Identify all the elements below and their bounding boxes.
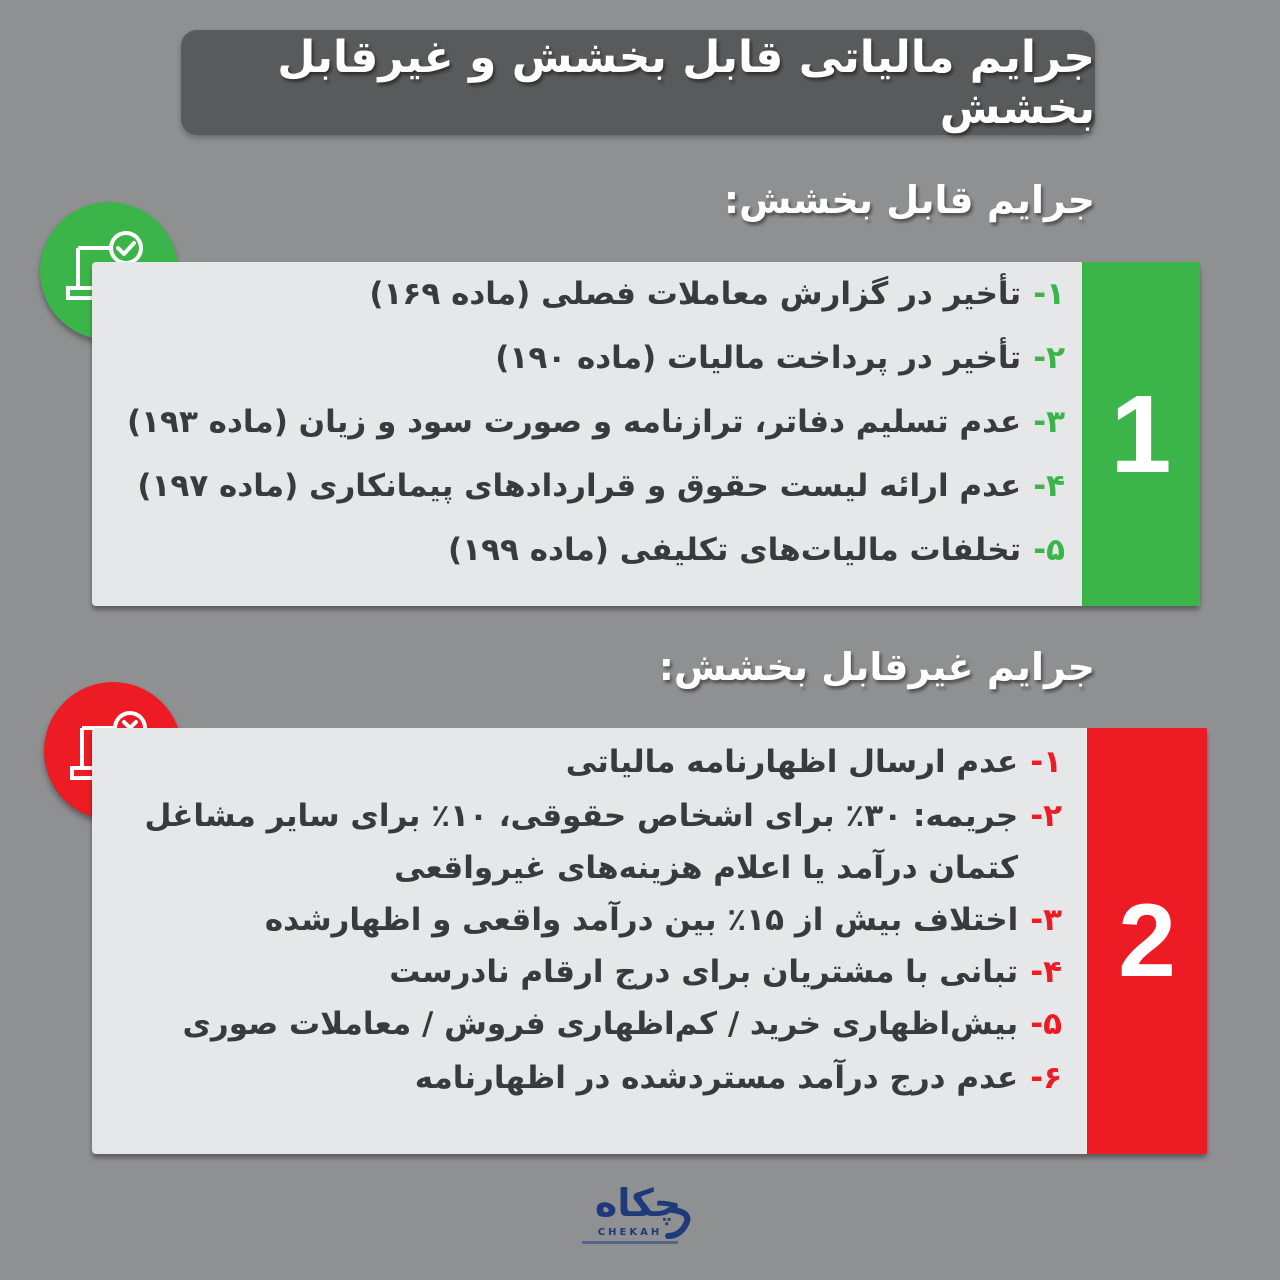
list-item xyxy=(145,798,1062,834)
list-item-text: جریمه: ۳۰٪ برای اشخاص حقوقی، ۱۰٪ برای سایر مشاغل xyxy=(144,798,1019,834)
chekah-logo-mark xyxy=(560,1180,720,1260)
section-1-number-block xyxy=(1082,262,1200,606)
list-item xyxy=(448,532,1065,568)
list-item xyxy=(394,850,1062,886)
list-item xyxy=(137,468,1065,504)
list-item-index: ۴- xyxy=(1030,954,1062,990)
list-item-index: ۱- xyxy=(1030,744,1062,780)
logo-tagline-line xyxy=(582,1241,678,1244)
section-2-number: 2 xyxy=(1118,882,1176,999)
section-1-number: 1 xyxy=(1110,372,1172,496)
list-item-text: تبانی با مشتریان برای درج ارقام نادرست xyxy=(389,954,1019,990)
list-item-text: تخلفات مالیات‌های تکلیفی (ماده ۱۹۹) xyxy=(448,532,1022,568)
list-item-text: تأخیر در پرداخت مالیات (ماده ۱۹۰) xyxy=(495,340,1022,376)
brand-logo xyxy=(560,1180,720,1260)
list-item-index: ۴- xyxy=(1033,468,1065,504)
list-item-text: تأخیر در گزارش معاملات فصلی (ماده ۱۶۹) xyxy=(369,276,1022,312)
page-title: جرایم مالیاتی قابل بخشش و غیرقابل بخشش xyxy=(277,31,1095,134)
list-item-text: عدم درج درآمد مستردشده در اظهارنامه xyxy=(414,1060,1019,1096)
list-item-index: ۵- xyxy=(1033,532,1065,568)
logo-wordmark: چکاه xyxy=(594,1181,682,1225)
list-item-index: ۲- xyxy=(1030,798,1062,834)
title-banner xyxy=(181,30,1095,135)
list-item xyxy=(127,404,1065,440)
list-item-text: عدم ارائه لیست حقوق و قراردادهای پیمانکاری (ماده ۱۹۷) xyxy=(137,468,1022,504)
list-item xyxy=(566,744,1062,780)
list-item-text: بیش‌اظهاری خرید / کم‌اظهاری فروش / معاملات صوری xyxy=(182,1006,1019,1042)
list-item xyxy=(389,954,1062,990)
list-item-index: ۶- xyxy=(1030,1060,1062,1096)
section-2-list xyxy=(112,728,1062,1154)
section-1-heading: جرایم قابل بخشش: xyxy=(723,178,1095,222)
section-2-number-block xyxy=(1087,728,1207,1154)
list-item xyxy=(265,902,1062,938)
list-item-text: عدم ارسال اظهارنامه مالیاتی xyxy=(565,744,1019,780)
list-item-text: کتمان درآمد یا اعلام هزینه‌های غیرواقعی xyxy=(394,850,1018,886)
list-item xyxy=(183,1006,1062,1042)
list-item-text: اختلاف بیش از ۱۵٪ بین درآمد واقعی و اظهارشده xyxy=(264,902,1019,938)
section-1-panel xyxy=(92,262,1200,606)
section-2-heading: جرایم غیرقابل بخشش: xyxy=(658,645,1095,689)
list-item-index: ۳- xyxy=(1030,902,1062,938)
list-item-index: ۲- xyxy=(1033,340,1065,376)
section-1-list xyxy=(105,262,1065,606)
section-2-panel xyxy=(92,728,1207,1154)
logo-latin-text: CHEKAH xyxy=(597,1227,663,1238)
list-item xyxy=(415,1060,1062,1096)
list-item-index: ۵- xyxy=(1030,1006,1062,1042)
list-item-text: عدم تسلیم دفاتر، ترازنامه و صورت سود و زیان (ماده ۱۹۳) xyxy=(126,404,1022,440)
list-item-index: ۱- xyxy=(1033,276,1065,312)
list-item-index: ۳- xyxy=(1033,404,1065,440)
list-item xyxy=(369,276,1065,312)
list-item xyxy=(495,340,1065,376)
